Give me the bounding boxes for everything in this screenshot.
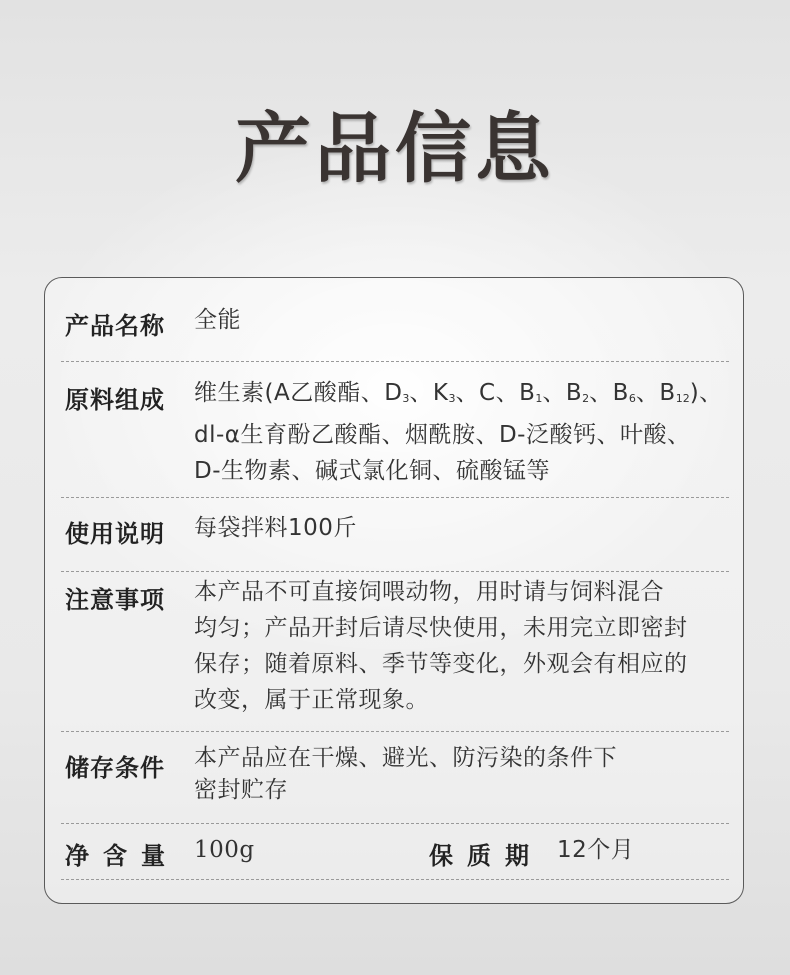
ingredients-text: 、B (635, 380, 676, 406)
notes-line-4: 改变，属于正常现象。 (194, 687, 429, 713)
value-net-content: 100g (194, 837, 255, 863)
subscript: 12 (675, 392, 690, 405)
row-notes (61, 580, 729, 732)
label-ingredients: 原料组成 (65, 386, 165, 414)
ingredients-text: )、 (689, 380, 723, 406)
value-storage (194, 742, 734, 806)
page-title: 产品信息 (235, 104, 555, 193)
subscript: 3 (448, 392, 456, 405)
row-net-shelf (61, 836, 729, 880)
ingredients-text: 、C、B (455, 380, 536, 406)
label-storage: 储存条件 (65, 754, 165, 782)
row-usage (61, 514, 729, 572)
label-usage: 使用说明 (65, 520, 165, 548)
storage-line-1: 本产品应在干燥、避光、防污染的条件下 (194, 745, 617, 771)
label-notes: 注意事项 (65, 586, 165, 614)
label-net-content: 净含量 (65, 842, 179, 870)
subscript: 2 (582, 392, 590, 405)
ingredients-text: 、K (409, 380, 449, 406)
subscript: 1 (535, 392, 543, 405)
subscript: 6 (628, 392, 636, 405)
ingredients-text: 、B (542, 380, 583, 406)
value-shelf-life: 12个月 (557, 837, 635, 863)
value-product-name: 全能 (194, 307, 241, 333)
storage-line-2: 密封贮存 (194, 777, 288, 803)
subscript: 3 (402, 392, 410, 405)
ingredients-line-2: dl-α生育酚乙酸酯、烟酰胺、D-泛酸钙、叶酸、 (194, 422, 691, 448)
notes-line-3: 保存；随着原料、季节等变化，外观会有相应的 (194, 651, 688, 677)
ingredients-line-1 (194, 375, 734, 417)
notes-line-2: 均匀；产品开封后请尽快使用，未用完立即密封 (194, 615, 688, 641)
ingredients-text: 、B (589, 380, 629, 406)
value-usage: 每袋拌料100斤 (194, 515, 357, 541)
row-ingredients (61, 380, 729, 498)
product-info-card (44, 277, 744, 904)
label-product-name: 产品名称 (65, 312, 165, 340)
row-product-name (61, 306, 729, 362)
ingredients-text: 维生素(A乙酸酯、D (194, 380, 403, 406)
value-ingredients (194, 375, 734, 489)
ingredients-line-3: D-生物素、碱式氯化铜、硫酸锰等 (194, 458, 551, 484)
notes-line-1: 本产品不可直接饲喂动物，用时请与饲料混合 (194, 579, 664, 605)
row-storage (61, 745, 729, 824)
value-notes (194, 574, 734, 718)
label-shelf-life: 保质期 (429, 842, 543, 870)
